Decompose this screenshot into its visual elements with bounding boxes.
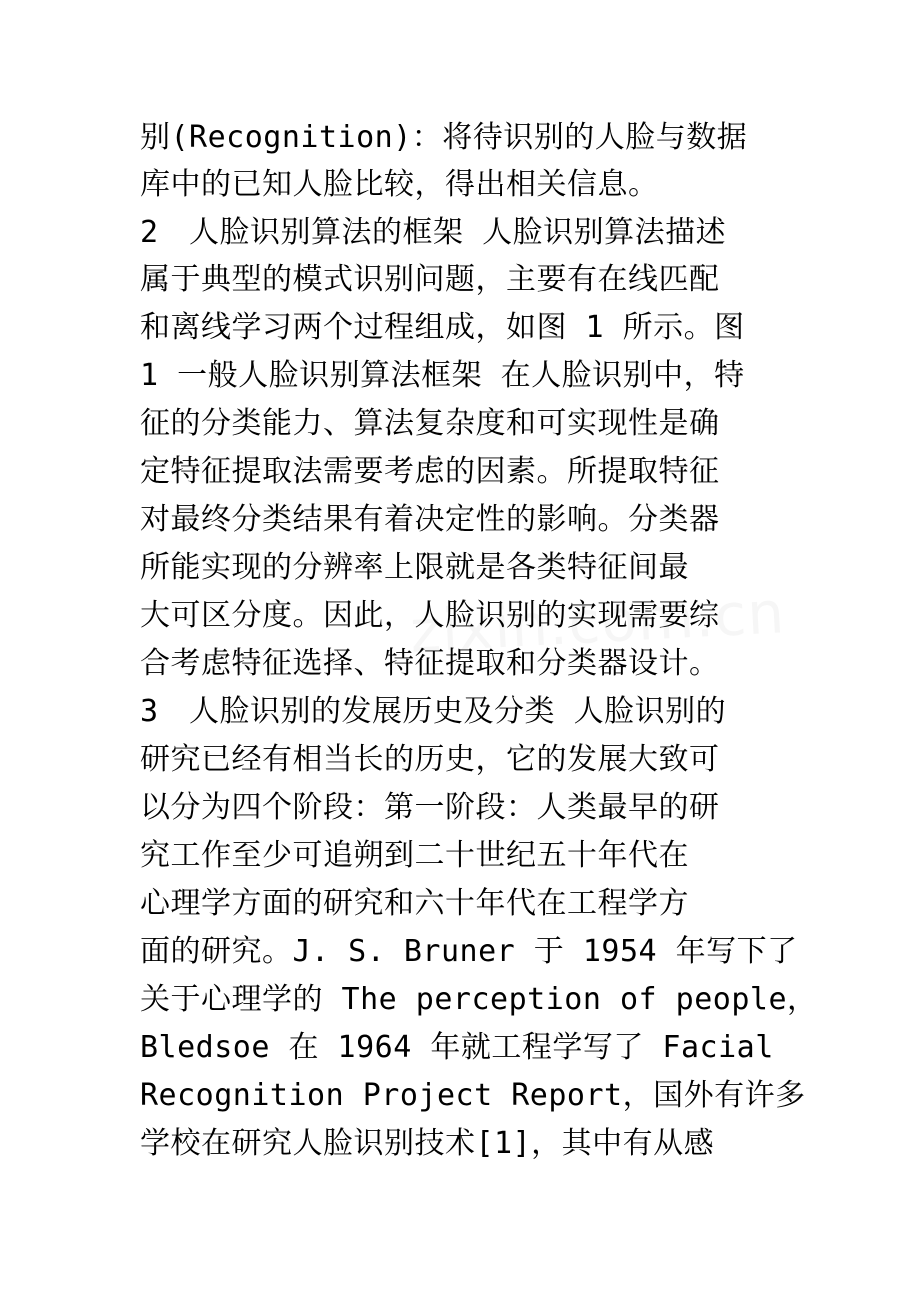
text-line: 心理学方面的研究和六十年代在工程学方 (140, 886, 689, 921)
text-line: 研究已经有相当长的历史，它的发展大致可 (140, 742, 720, 777)
text-line: 合考虑特征选择、特征提取和分类器设计。 (140, 646, 720, 681)
text-line: 究工作至少可追朔到二十世纪五十年代在 (140, 838, 689, 873)
text-line: 1 一般人脸识别算法框架 在人脸识别中，特 (140, 358, 745, 393)
text-line: 以分为四个阶段：第一阶段：人类最早的研 (140, 790, 720, 825)
text-line: Bledsoe 在 1964 年就工程学写了 Facial (140, 1030, 774, 1065)
text-line: 库中的已知人脸比较，得出相关信息。 (140, 167, 659, 202)
text-line: 2 人脸识别算法的框架 人脸识别算法描述 (140, 215, 727, 250)
text-line: 面的研究。J. S. Bruner 于 1954 年写下了 (140, 934, 798, 969)
text-line: Recognition Project Report，国外有许多 (140, 1078, 806, 1113)
text-line: 关于心理学的 The perception of people， (140, 982, 818, 1017)
text-line: 征的分类能力、算法复杂度和可实现性是确 (140, 406, 720, 441)
text-line: 大可区分度。因此，人脸识别的实现需要综 (140, 598, 720, 633)
text-line: 定特征提取法需要考虑的因素。所提取特征 (140, 454, 720, 489)
text-line: 属于典型的模式识别问题，主要有在线匹配 (140, 262, 720, 297)
text-line: 学校在研究人脸识别技术[1]，其中有从感 (140, 1126, 715, 1161)
text-line: 所能实现的分辨率上限就是各类特征间最 (140, 550, 689, 585)
text-line: 对最终分类结果有着决定性的影响。分类器 (140, 502, 720, 537)
text-line: 和离线学习两个过程组成，如图 1 所示。图 (140, 310, 745, 345)
text-line: 3 人脸识别的发展历史及分类 人脸识别的 (140, 694, 727, 729)
text-line: 别(Recognition)：将待识别的人脸与数据 (140, 120, 748, 155)
